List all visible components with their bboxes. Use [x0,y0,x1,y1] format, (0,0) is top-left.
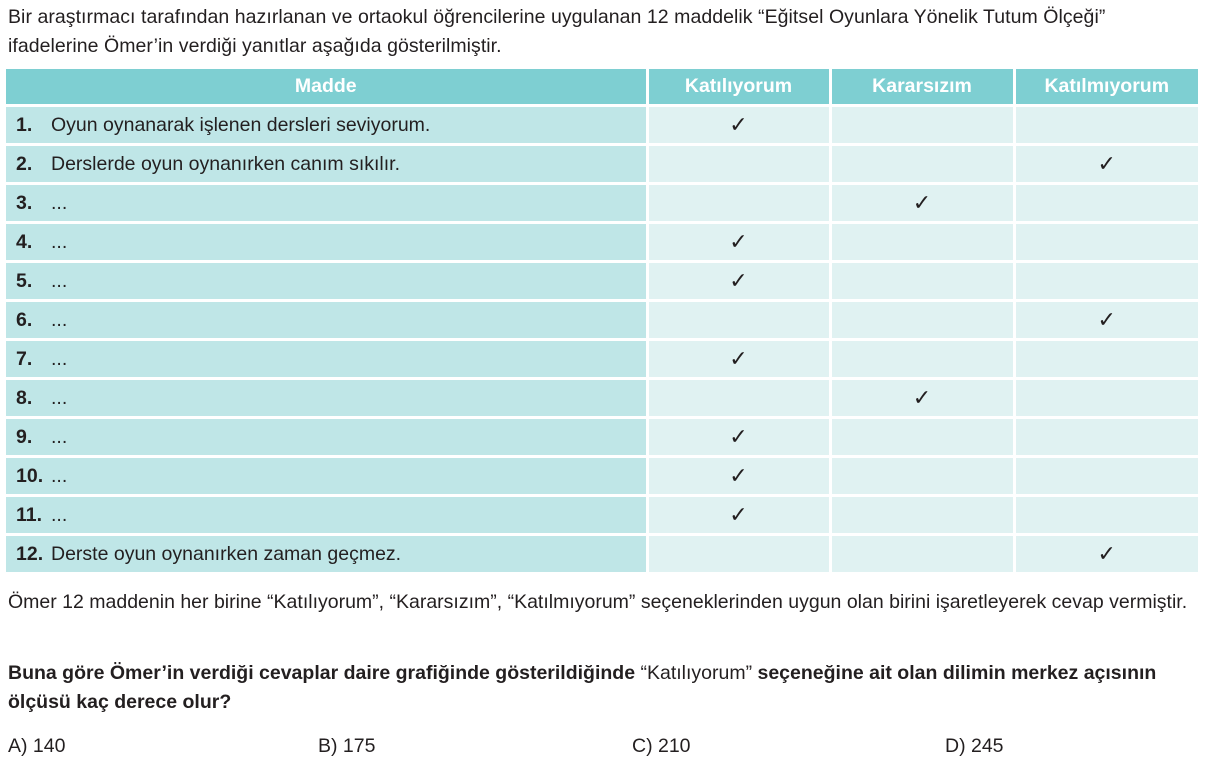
answer-cell-kararsizim [830,418,1014,457]
option-b[interactable]: B) 175 [318,735,376,757]
item-cell [6,379,647,418]
answer-cell-katilmiyorum [1014,223,1198,262]
item-number: 11. [16,503,43,526]
item-cell [6,145,647,184]
option-d[interactable]: D) 245 [945,735,1004,757]
check-mark-icon: ✓ [1097,151,1116,176]
table-row [6,262,1198,301]
item-text: Oyun oynanarak işlenen dersleri seviyorum. [51,113,431,136]
header-katiliyorum: Katılıyorum [647,69,830,106]
item-number: 9. [16,425,33,448]
answer-cell-kararsizim [830,457,1014,496]
answer-cell-katilmiyorum [1014,106,1198,145]
check-mark-icon: ✓ [729,112,748,137]
item-number: 12. [16,542,44,565]
item-text: ... [51,386,68,409]
answer-cell-kararsizim [830,184,1014,223]
answer-cell-katiliyorum [647,340,830,379]
item-cell [6,418,647,457]
check-mark-icon: ✓ [729,229,748,254]
question-text-part3: seçeneğine ait olan dilimin merkez açısının ölçüsü kaç derece olur? [8,662,1157,713]
answer-cell-katilmiyorum [1014,262,1198,301]
item-cell [6,535,647,573]
answer-cell-katiliyorum [647,301,830,340]
item-cell [6,496,647,535]
check-mark-icon: ✓ [729,268,748,293]
answer-cell-kararsizim [830,496,1014,535]
question-option-quote: “Katılıyorum” [640,662,753,684]
answer-cell-katilmiyorum [1014,418,1198,457]
answer-cell-katiliyorum [647,496,830,535]
item-text: ... [51,269,68,292]
table-row [6,457,1198,496]
table-row [6,223,1198,262]
check-mark-icon: ✓ [912,385,932,410]
answer-cell-katilmiyorum [1014,535,1198,573]
intro-paragraph: Bir araştırmacı tarafından hazırlanan ve ortaokul öğrencilerine uygulanan 12 maddelik “Eğitsel Oyunlara Yönelik Tutum Ölçeği” ifadelerine Ömer’in verdiği yanıtlar aşağıda gösterilmiştir. [8,6,1106,57]
check-mark-icon: ✓ [912,190,932,215]
header-kararsizim: Kararsızım [830,69,1014,106]
check-mark-icon: ✓ [1097,541,1116,566]
item-number: 7. [16,347,33,370]
item-cell [6,223,647,262]
item-cell [6,262,647,301]
item-text: ... [51,464,68,487]
table-row [6,340,1198,379]
answer-cell-kararsizim [830,223,1014,262]
item-number: 2. [16,152,33,175]
check-mark-icon: ✓ [729,424,748,449]
item-text: ... [51,308,68,331]
table-row [6,535,1198,573]
header-madde: Madde [6,69,647,106]
answer-cell-katilmiyorum [1014,379,1198,418]
answer-cell-katilmiyorum [1014,301,1198,340]
item-cell [6,301,647,340]
item-number: 4. [16,230,33,253]
item-text: Derslerde oyun oynanırken canım sıkılır. [51,152,400,175]
answer-cell-katilmiyorum [1014,457,1198,496]
item-text: ... [51,425,68,448]
item-number: 3. [16,191,33,214]
item-number: 10. [16,464,44,487]
item-text: ... [51,503,68,526]
answer-cell-kararsizim [830,379,1014,418]
answer-cell-katiliyorum [647,262,830,301]
answer-cell-katilmiyorum [1014,340,1198,379]
header-katilmiyorum: Katılmıyorum [1014,69,1198,106]
check-mark-icon: ✓ [729,463,748,488]
item-cell [6,340,647,379]
answer-cell-kararsizim [830,301,1014,340]
item-text: ... [51,230,68,253]
item-cell [6,457,647,496]
answer-cell-katilmiyorum [1014,145,1198,184]
table-row [6,379,1198,418]
answer-cell-kararsizim [830,106,1014,145]
option-a[interactable]: A) 140 [8,735,66,757]
answer-cell-katiliyorum [647,106,830,145]
option-c[interactable]: C) 210 [632,735,691,757]
table-row [6,496,1198,535]
table-row [6,418,1198,457]
check-mark-icon: ✓ [729,502,748,527]
check-mark-icon: ✓ [1097,307,1116,332]
answer-cell-katiliyorum [647,379,830,418]
answer-cell-katiliyorum [647,535,830,573]
item-text: ... [51,191,68,214]
answer-cell-katiliyorum [647,145,830,184]
answer-cell-kararsizim [830,145,1014,184]
item-number: 5. [16,269,33,292]
table-row [6,301,1198,340]
answer-cell-katiliyorum [647,223,830,262]
answer-cell-kararsizim [830,535,1014,573]
item-cell [6,184,647,223]
answer-cell-kararsizim [830,262,1014,301]
attitude-scale-table [6,69,1198,572]
item-number: 1. [16,113,33,136]
item-number: 8. [16,386,33,409]
answer-cell-katilmiyorum [1014,496,1198,535]
answer-cell-kararsizim [830,340,1014,379]
question-paragraph [8,659,1206,717]
answer-cell-katiliyorum [647,418,830,457]
answer-cell-katiliyorum [647,184,830,223]
table-header-row [6,69,1198,106]
table-body [6,106,1198,573]
item-text: ... [51,347,68,370]
explanation-paragraph: Ömer 12 maddenin her birine “Katılıyorum”, “Kararsızım”, “Katılmıyorum” seçeneklerinden uygun olan birini işaretleyerek cevap vermiştir. [8,591,1188,613]
table-row [6,184,1198,223]
check-mark-icon: ✓ [729,346,748,371]
question-text-part1: Buna göre Ömer’in verdiği cevaplar daire grafiğinde gösterildiğinde [8,662,641,684]
item-number: 6. [16,308,33,331]
table-row [6,145,1198,184]
answer-cell-katiliyorum [647,457,830,496]
table-row [6,106,1198,145]
item-cell [6,106,647,145]
answer-cell-katilmiyorum [1014,184,1198,223]
item-text: Derste oyun oynanırken zaman geçmez. [51,542,402,565]
